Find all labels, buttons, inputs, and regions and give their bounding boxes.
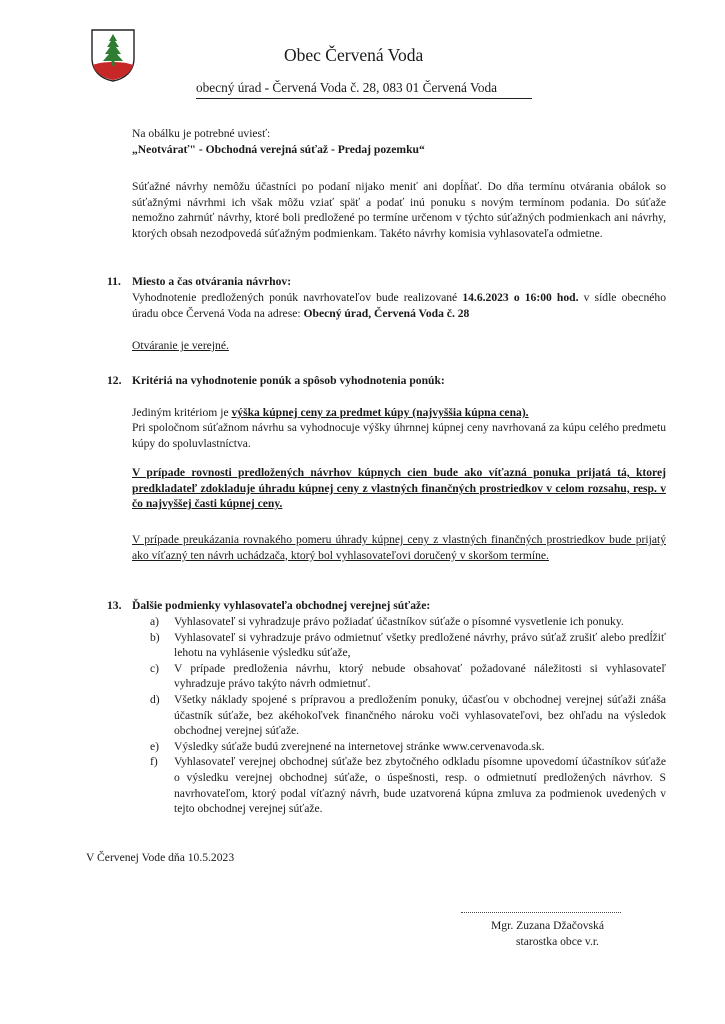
list-item-marker: a)	[150, 615, 160, 628]
tie-rule-2: V prípade preukázania rovnakého pomeru úhrady kúpnej ceny z vlastných finančných prostriedkov bude prijatý ako víťazný ten návrh uchádzača, ktorý bol vyhlasovateľovi doručený v skoršom termíne.	[132, 533, 666, 562]
coat-of-arms-logo	[90, 28, 136, 82]
criterion-before: Jediným kritériom je	[132, 406, 232, 419]
section-12-title: Kritériá na vyhodnotenie ponúk a spôsob vyhodnotenia ponúk:	[132, 374, 445, 387]
list-item-marker: f)	[150, 755, 158, 769]
section-13-title: Ďalšie podmienky vyhlasovateľa obchodnej verejnej súťaže:	[132, 599, 431, 612]
list-item	[150, 754, 666, 816]
list-item	[150, 614, 666, 630]
section-11-number: 11.	[107, 275, 121, 288]
section-11-text-before: Vyhodnotenie predložených ponúk navrhovateľov bude realizované	[132, 291, 463, 304]
place-and-date: V Červenej Vode dňa 10.5.2023	[86, 851, 235, 864]
section-11-text-mid: v sídle obecného úradu obce Červená Voda na adrese:	[132, 291, 666, 320]
signatory-role: starostka obce v.r.	[516, 935, 599, 948]
list-item-text: V prípade predloženia návrhu, ktorý nebude obsahovať požadované náležitosti si vyhlasovateľ vyhradzuje právo takýto návrh odmietnuť.	[174, 661, 666, 691]
list-item-text: Vyhlasovateľ verejnej obchodnej súťaže bez zbytočného odkladu písomne upovedomí účastníkov súťaže o výsledku verejnej obchodnej súťaže, o úspešnosti, resp. o odmietnutí predložených návrhov. S navrhovateľom, ktorý podal víťazný návrh, bude uzatvorená kúpna zmluva za podmienok uvedených v tejto obchodnej verejnej súťaže.	[174, 755, 666, 816]
intro-paragraph: Súťažné návrhy nemôžu účastníci po podaní nijako meniť ani dopĺňať. Do dňa termínu otvárania obálok so súťažnými návrhmi ich však môžu vziať späť a podať inú ponuku s novým termínom podania. Do súťaže nemožno zahrnúť návrhy, ktoré boli predložené po termíne určenom v týchto súťažných podmienkach ani návrhy, ktorých obsah nezodpovedá súťažným podmienkam. Takéto návrhy komisia vyhlasovateľa odmietne.	[132, 180, 666, 240]
list-item	[150, 739, 666, 755]
list-item	[150, 630, 666, 661]
section-12-number: 12.	[107, 374, 122, 387]
opening-address: Obecný úrad, Červená Voda č. 28	[303, 306, 470, 320]
list-item-marker: c)	[150, 661, 160, 675]
section-13-number: 13.	[107, 599, 122, 612]
joint-offer-text: Pri spoločnom súťažnom návrhu sa vyhodnocuje výšky úhrnnej kúpnej ceny navrhovaná za kúpu celého predmetu kúpy do spoluvlastníctva.	[132, 421, 666, 450]
envelope-label: Na obálku je potrebné uviesť:	[132, 127, 271, 140]
list-item-marker: b)	[150, 630, 160, 644]
criterion-value: výška kúpnej ceny za predmet kúpy (najvyššia kúpna cena).	[231, 406, 529, 419]
criterion-line	[132, 405, 666, 421]
section-11-title: Miesto a čas otvárania návrhov:	[132, 275, 292, 288]
list-item	[150, 661, 666, 692]
list-item-marker: e)	[150, 739, 160, 753]
public-opening-note: Otváranie je verejné.	[132, 339, 229, 352]
list-item-text: Výsledky súťaže budú zverejnené na internetovej stránke www.cervenavoda.sk.	[174, 739, 545, 753]
tie-rule: V prípade rovnosti predložených návrhov kúpnych cien bude ako víťazná ponuka prijatá tá, ktorej predkladateľ zdokladuje úhradu kúpnej ceny z vlastných finančných prostriedkov v celom rozsahu, resp. v čo najvyššej časti kúpnej ceny.	[132, 466, 666, 511]
list-item-text: Vyhlasovateľ si vyhradzuje právo požiadať účastníkov súťaže o písomné vysvetlenie ich ponuky.	[174, 615, 624, 628]
conditions-list	[150, 614, 666, 817]
list-item	[150, 692, 666, 739]
signatory-name: Mgr. Zuzana Džačovská	[491, 919, 604, 932]
page-title: Obec Červená Voda	[284, 45, 424, 65]
header-divider	[196, 98, 532, 99]
opening-datetime: 14.6.2023 o 16:00 hod.	[462, 291, 579, 304]
list-item-marker: d)	[150, 692, 160, 706]
envelope-text: „Neotvárať" - Obchodná verejná súťaž - Predaj pozemku“	[132, 143, 425, 156]
list-item-text: Vyhlasovateľ si vyhradzuje právo odmietnuť všetky predložené návrhy, právo súťaž zrušiť alebo predĺžiť lehotu na vyhlásenie výsledku súťaže,	[174, 630, 666, 660]
section-11-text	[132, 290, 666, 321]
office-address: obecný úrad - Červená Voda č. 28, 083 01 Červená Voda	[196, 80, 498, 95]
signature-line	[461, 912, 621, 913]
list-item-text: Všetky náklady spojené s prípravou a predložením ponuky, účasťou v obchodnej verejnej súťaži znáša účastník súťaže, bez akéhokoľvek finančného nároku voči vyhlasovateľovi, bez ohľadu na výsledok obchodnej verejnej súťaže.	[174, 692, 666, 738]
